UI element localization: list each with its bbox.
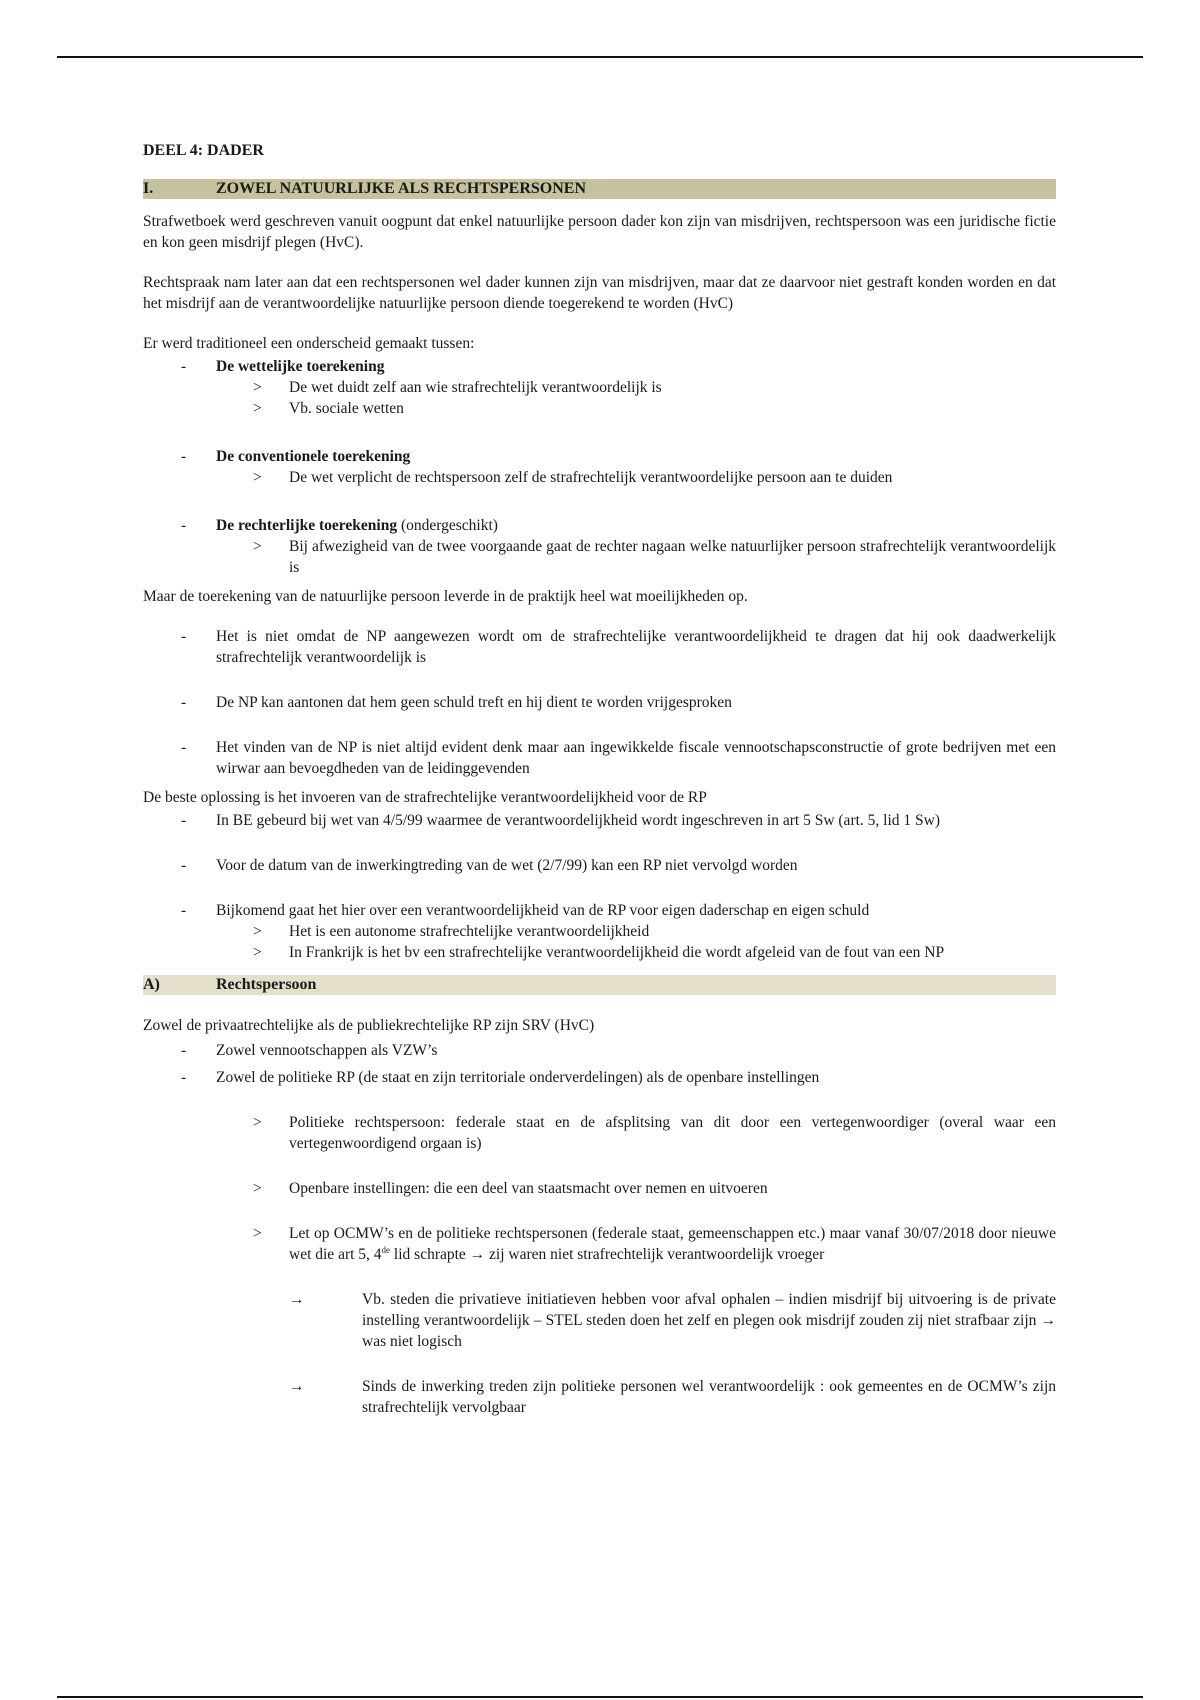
arrow-bullet: → — [289, 1378, 305, 1395]
sub-list-item — [216, 467, 1056, 488]
dash-bullet: - — [181, 358, 187, 375]
section-number: I. — [143, 180, 154, 197]
list-item — [143, 356, 1056, 377]
sub-item-text: De wet verplicht de rechtspersoon zelf de strafrechtelijk verantwoordelijke persoon aan te duiden — [289, 469, 893, 486]
section-title: Rechtspersoon — [216, 976, 317, 993]
item-label: De wettelijke toerekening — [216, 358, 385, 375]
list-item — [143, 737, 1056, 779]
item-text: Zowel vennootschappen als VZW’s — [216, 1042, 438, 1059]
gt-bullet: > — [253, 400, 262, 417]
sub-list-item — [216, 1178, 1056, 1199]
dash-bullet: - — [181, 902, 187, 919]
arrow-item — [289, 1289, 1056, 1352]
sub-list-item — [216, 377, 1056, 398]
list-item — [143, 810, 1056, 831]
gt-bullet: > — [253, 469, 262, 486]
superscript: de — [381, 1244, 391, 1255]
sub-item-text: Vb. sociale wetten — [289, 400, 404, 417]
sub-item-text: Openbare instellingen: die een deel van staatsmacht over nemen en uitvoeren — [289, 1180, 768, 1197]
sub-list-item — [216, 398, 1056, 419]
gt-bullet: > — [253, 538, 262, 555]
top-rule — [57, 56, 1143, 58]
item-text: Het vinden van de NP is niet altijd evident denk maar aan ingewikkelde fiscale vennootschapsconstructie of grote bedrijven met een wirwar aan bevoegdheden van de leidinggevenden — [216, 739, 1056, 777]
paragraph: Er werd traditioneel een onderscheid gemaakt tussen: — [143, 335, 475, 352]
sub-list-item — [216, 942, 1056, 963]
document-page — [143, 140, 1056, 1418]
bottom-rule — [57, 1696, 1143, 1698]
sub-item-text: In Frankrijk is het bv een strafrechtelijke verantwoordelijkheid die wordt afgeleid van de fout van een NP — [289, 944, 945, 961]
dash-bullet: - — [181, 857, 187, 874]
paragraph: Strafwetboek werd geschreven vanuit oogpunt dat enkel natuurlijke persoon dader kon zijn van misdrijven, rechtspersoon was een juridische fictie en kon geen misdrijf plegen (HvC). — [143, 213, 1056, 251]
dash-bullet: - — [181, 448, 187, 465]
dash-bullet: - — [181, 1069, 187, 1086]
sub-list-item — [216, 1223, 1056, 1265]
paragraph: De beste oplossing is het invoeren van de strafrechtelijke verantwoordelijkheid voor de RP — [143, 789, 707, 806]
list-item — [143, 900, 1056, 921]
page-title: DEEL 4: DADER — [143, 142, 264, 159]
sub-item-text: lid schrapte → zij waren niet strafrechtelijk verantwoordelijk vroeger — [390, 1246, 825, 1263]
dash-bullet: - — [181, 517, 187, 534]
gt-bullet: > — [253, 1225, 262, 1242]
sub-list-item — [216, 921, 1056, 942]
sub-item-text: Let op OCMW’s en de politieke rechtspersonen (federale staat, gemeenschappen etc.) maar vanaf 30/07/2018 door nieuwe wet die art 5, 4 — [289, 1225, 1056, 1263]
gt-bullet: > — [253, 1114, 262, 1131]
item-text: Het is niet omdat de NP aangewezen wordt om de strafrechtelijke verantwoordelijkheid te dragen dat hij ook daadwerkelijk strafrechtelijk verantwoordelijk is — [216, 628, 1056, 666]
item-suffix: (ondergeschikt) — [397, 517, 498, 534]
sub-item-text: Bij afwezigheid van de twee voorgaande gaat de rechter nagaan welke natuurlijker persoon strafrechtelijk verantwoordelijk is — [289, 538, 1056, 576]
dash-bullet: - — [181, 628, 187, 645]
sub-item-text: De wet duidt zelf aan wie strafrechtelijk verantwoordelijk is — [289, 379, 662, 396]
list-item — [143, 1040, 1056, 1061]
dash-bullet: - — [181, 812, 187, 829]
item-label: De conventionele toerekening — [216, 448, 411, 465]
list-item — [143, 446, 1056, 467]
item-text: In BE gebeurd bij wet van 4/5/99 waarmee de verantwoordelijkheid wordt ingeschreven in art 5 Sw (art. 5, lid 1 Sw) — [216, 812, 940, 829]
sub-item-text: Het is een autonome strafrechtelijke verantwoordelijkheid — [289, 923, 650, 940]
section-title: ZOWEL NATUURLIJKE ALS RECHTSPERSONEN — [216, 180, 587, 197]
gt-bullet: > — [253, 379, 262, 396]
list-item — [143, 1067, 1056, 1088]
list-item — [143, 855, 1056, 876]
section-heading-a — [143, 975, 1056, 995]
gt-bullet: > — [253, 1180, 262, 1197]
list-item — [143, 515, 1056, 536]
list-item — [143, 626, 1056, 668]
item-text: Zowel de politieke RP (de staat en zijn territoriale onderverdelingen) als de openbare instellingen — [216, 1069, 820, 1086]
arrow-item — [289, 1376, 1056, 1418]
sub-list-item — [216, 536, 1056, 578]
item-text: De NP kan aantonen dat hem geen schuld treft en hij dient te worden vrijgesproken — [216, 694, 732, 711]
paragraph: Zowel de privaatrechtelijke als de publiekrechtelijke RP zijn SRV (HvC) — [143, 1017, 595, 1034]
dash-bullet: - — [181, 739, 187, 756]
arrow-item-text: Sinds de inwerking treden zijn politieke personen wel verantwoordelijk : ook gemeentes en de OCMW’s zijn strafrechtelijk vervolgbaar — [362, 1378, 1056, 1416]
item-text: Bijkomend gaat het hier over een verantwoordelijkheid van de RP voor eigen daderschap en eigen schuld — [216, 902, 870, 919]
sub-list-item — [216, 1112, 1056, 1154]
arrow-item-text: Vb. steden die privatieve initiatieven hebben voor afval ophalen – indien misdrijf bij uitvoering is de private instelling verantwoordelijk – STEL steden doen het zelf en plegen ook misdrijf zouden zij niet strafbaar zijn → was niet logisch — [362, 1291, 1056, 1350]
item-label: De rechterlijke toerekening — [216, 517, 398, 534]
paragraph: Maar de toerekening van de natuurlijke persoon leverde in de praktijk heel wat moeilijkheden op. — [143, 588, 748, 605]
section-heading-1 — [143, 179, 1056, 199]
list-item — [143, 692, 1056, 713]
arrow-bullet: → — [289, 1291, 305, 1308]
dash-bullet: - — [181, 1042, 187, 1059]
gt-bullet: > — [253, 923, 262, 940]
dash-bullet: - — [181, 694, 187, 711]
gt-bullet: > — [253, 944, 262, 961]
paragraph: Rechtspraak nam later aan dat een rechtspersonen wel dader kunnen zijn van misdrijven, maar dat ze daarvoor niet gestraft konden worden en dat het misdrijf aan de verantwoordelijke natuurlijke persoon diende toegerekend te worden (HvC) — [143, 274, 1056, 312]
item-text: Voor de datum van de inwerkingtreding van de wet (2/7/99) kan een RP niet vervolgd worden — [216, 857, 798, 874]
section-number: A) — [143, 976, 160, 993]
sub-item-text: Politieke rechtspersoon: federale staat en de afsplitsing van dit door een vertegenwoordiger (overal waar een vertegenwoordigend orgaan is) — [289, 1114, 1056, 1152]
